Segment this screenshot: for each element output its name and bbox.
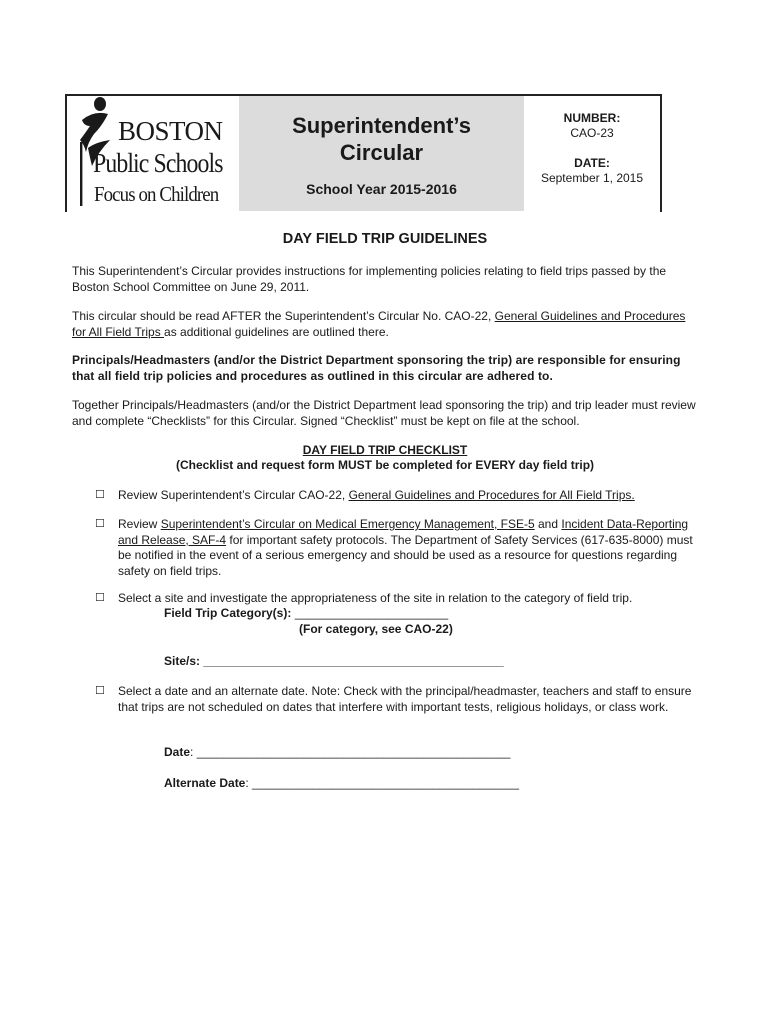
alternate-date-field: [164, 776, 519, 792]
saf-4-link[interactable]: Incident Data-Reporting and Release, SAF-4: [118, 517, 689, 547]
document-title: DAY FIELD TRIP GUIDELINES: [282, 231, 488, 247]
date-blank[interactable]: _______________________________________________: [196, 745, 511, 759]
site-blank[interactable]: _____________________________________________: [203, 654, 504, 668]
logo-word-public-schools: Public Schools: [93, 148, 223, 178]
responsibility-paragraph: Principals/Headmasters (and/or the District Department sponsoring the trip) are responsible for ensuring that all field trip policies and procedures as outlined in this circular are adhered to.: [72, 353, 681, 383]
logo-tagline: Focus on Children: [94, 182, 219, 206]
circular-title: [239, 112, 524, 166]
item-2-text: Review: [118, 517, 161, 531]
category-blank[interactable]: _______________________: [294, 606, 449, 620]
date-label: DATE:: [574, 156, 610, 170]
title-line-2: Circular: [339, 140, 424, 165]
alternate-date-colon: :: [245, 776, 249, 790]
checklist-instructions-paragraph: Together Principals/Headmasters (and/or the District Department lead sponsoring the trip) and trip leader must review and complete “Checklists” for this Circular. Signed “Checklist” must be kept on file at the school.: [72, 398, 696, 428]
date-field: [164, 745, 510, 761]
category-label: Field Trip Category(s):: [164, 606, 292, 620]
date-value: September 1, 2015: [540, 171, 644, 185]
field-trip-category-field: [164, 606, 448, 622]
checkbox-item-2[interactable]: ☐: [95, 518, 105, 530]
site-field: [164, 654, 504, 670]
checklist-heading: DAY FIELD TRIP CHECKLIST: [302, 443, 468, 457]
item-2-tail: for important safety protocols. The Department of Safety Services (617-635-8000) must be notified in the event of a serious emergency and should be used as a resource for questions regarding safety on field trips.: [118, 532, 693, 578]
cao-22-link[interactable]: General Guidelines and Procedures for All Field Trips: [72, 309, 686, 339]
checkbox-item-1[interactable]: ☐: [95, 489, 105, 501]
title-line-1: Superintendent’s: [292, 113, 471, 138]
alternate-date-label: Alternate Date: [164, 776, 246, 790]
cao-22-guidelines-link[interactable]: General Guidelines and Procedures for All Field Trips.: [348, 488, 635, 502]
fse-5-link[interactable]: Superintendent’s Circular on Medical Emergency Management, FSE-5: [160, 517, 535, 531]
number-label: NUMBER:: [563, 111, 621, 125]
item-1-text: Review Superintendent’s Circular CAO-22,: [118, 488, 349, 502]
date-field-label: Date: [164, 745, 191, 759]
header-border-left: [65, 94, 67, 212]
date-field-colon: :: [190, 745, 194, 759]
checklist-item-4: Select a date and an alternate date. Note: Check with the principal/headmaster, teachers and staff to ensure that trips are not scheduled on dates that interfere with important tests, religious holidays, or class work.: [118, 684, 692, 714]
intro-paragraph: This Superintendent’s Circular provides instructions for implementing policies relating to field trips passed by the Boston School Committee on June 29, 2011.: [72, 264, 667, 294]
number-value: CAO-23: [570, 126, 614, 140]
checklist-item-2: [118, 517, 698, 579]
read-after-tail: as additional guidelines are outlined there.: [164, 324, 389, 339]
alternate-date-blank[interactable]: ________________________________________: [252, 776, 519, 790]
checklist-item-3: Select a site and investigate the appropriateness of the site in relation to the category of field trip.: [118, 591, 633, 605]
checkbox-item-4[interactable]: ☐: [95, 685, 105, 697]
site-label: Site/s:: [164, 654, 201, 668]
read-after-paragraph: [72, 309, 702, 340]
bps-logo: [72, 96, 242, 210]
read-after-text: This circular should be read AFTER the Superintendent’s Circular No. CAO-22,: [72, 309, 495, 323]
header-border-right: [660, 94, 662, 212]
category-note: (For category, see CAO-22): [299, 622, 453, 636]
logo-word-boston: BOSTON: [118, 116, 223, 146]
checkbox-item-3[interactable]: ☐: [95, 592, 105, 604]
item-2-and: and: [534, 517, 562, 531]
school-year: School Year 2015-2016: [306, 181, 457, 197]
checklist-subheading: (Checklist and request form MUST be completed for EVERY day field trip): [175, 458, 595, 472]
checklist-item-1: [118, 488, 698, 504]
